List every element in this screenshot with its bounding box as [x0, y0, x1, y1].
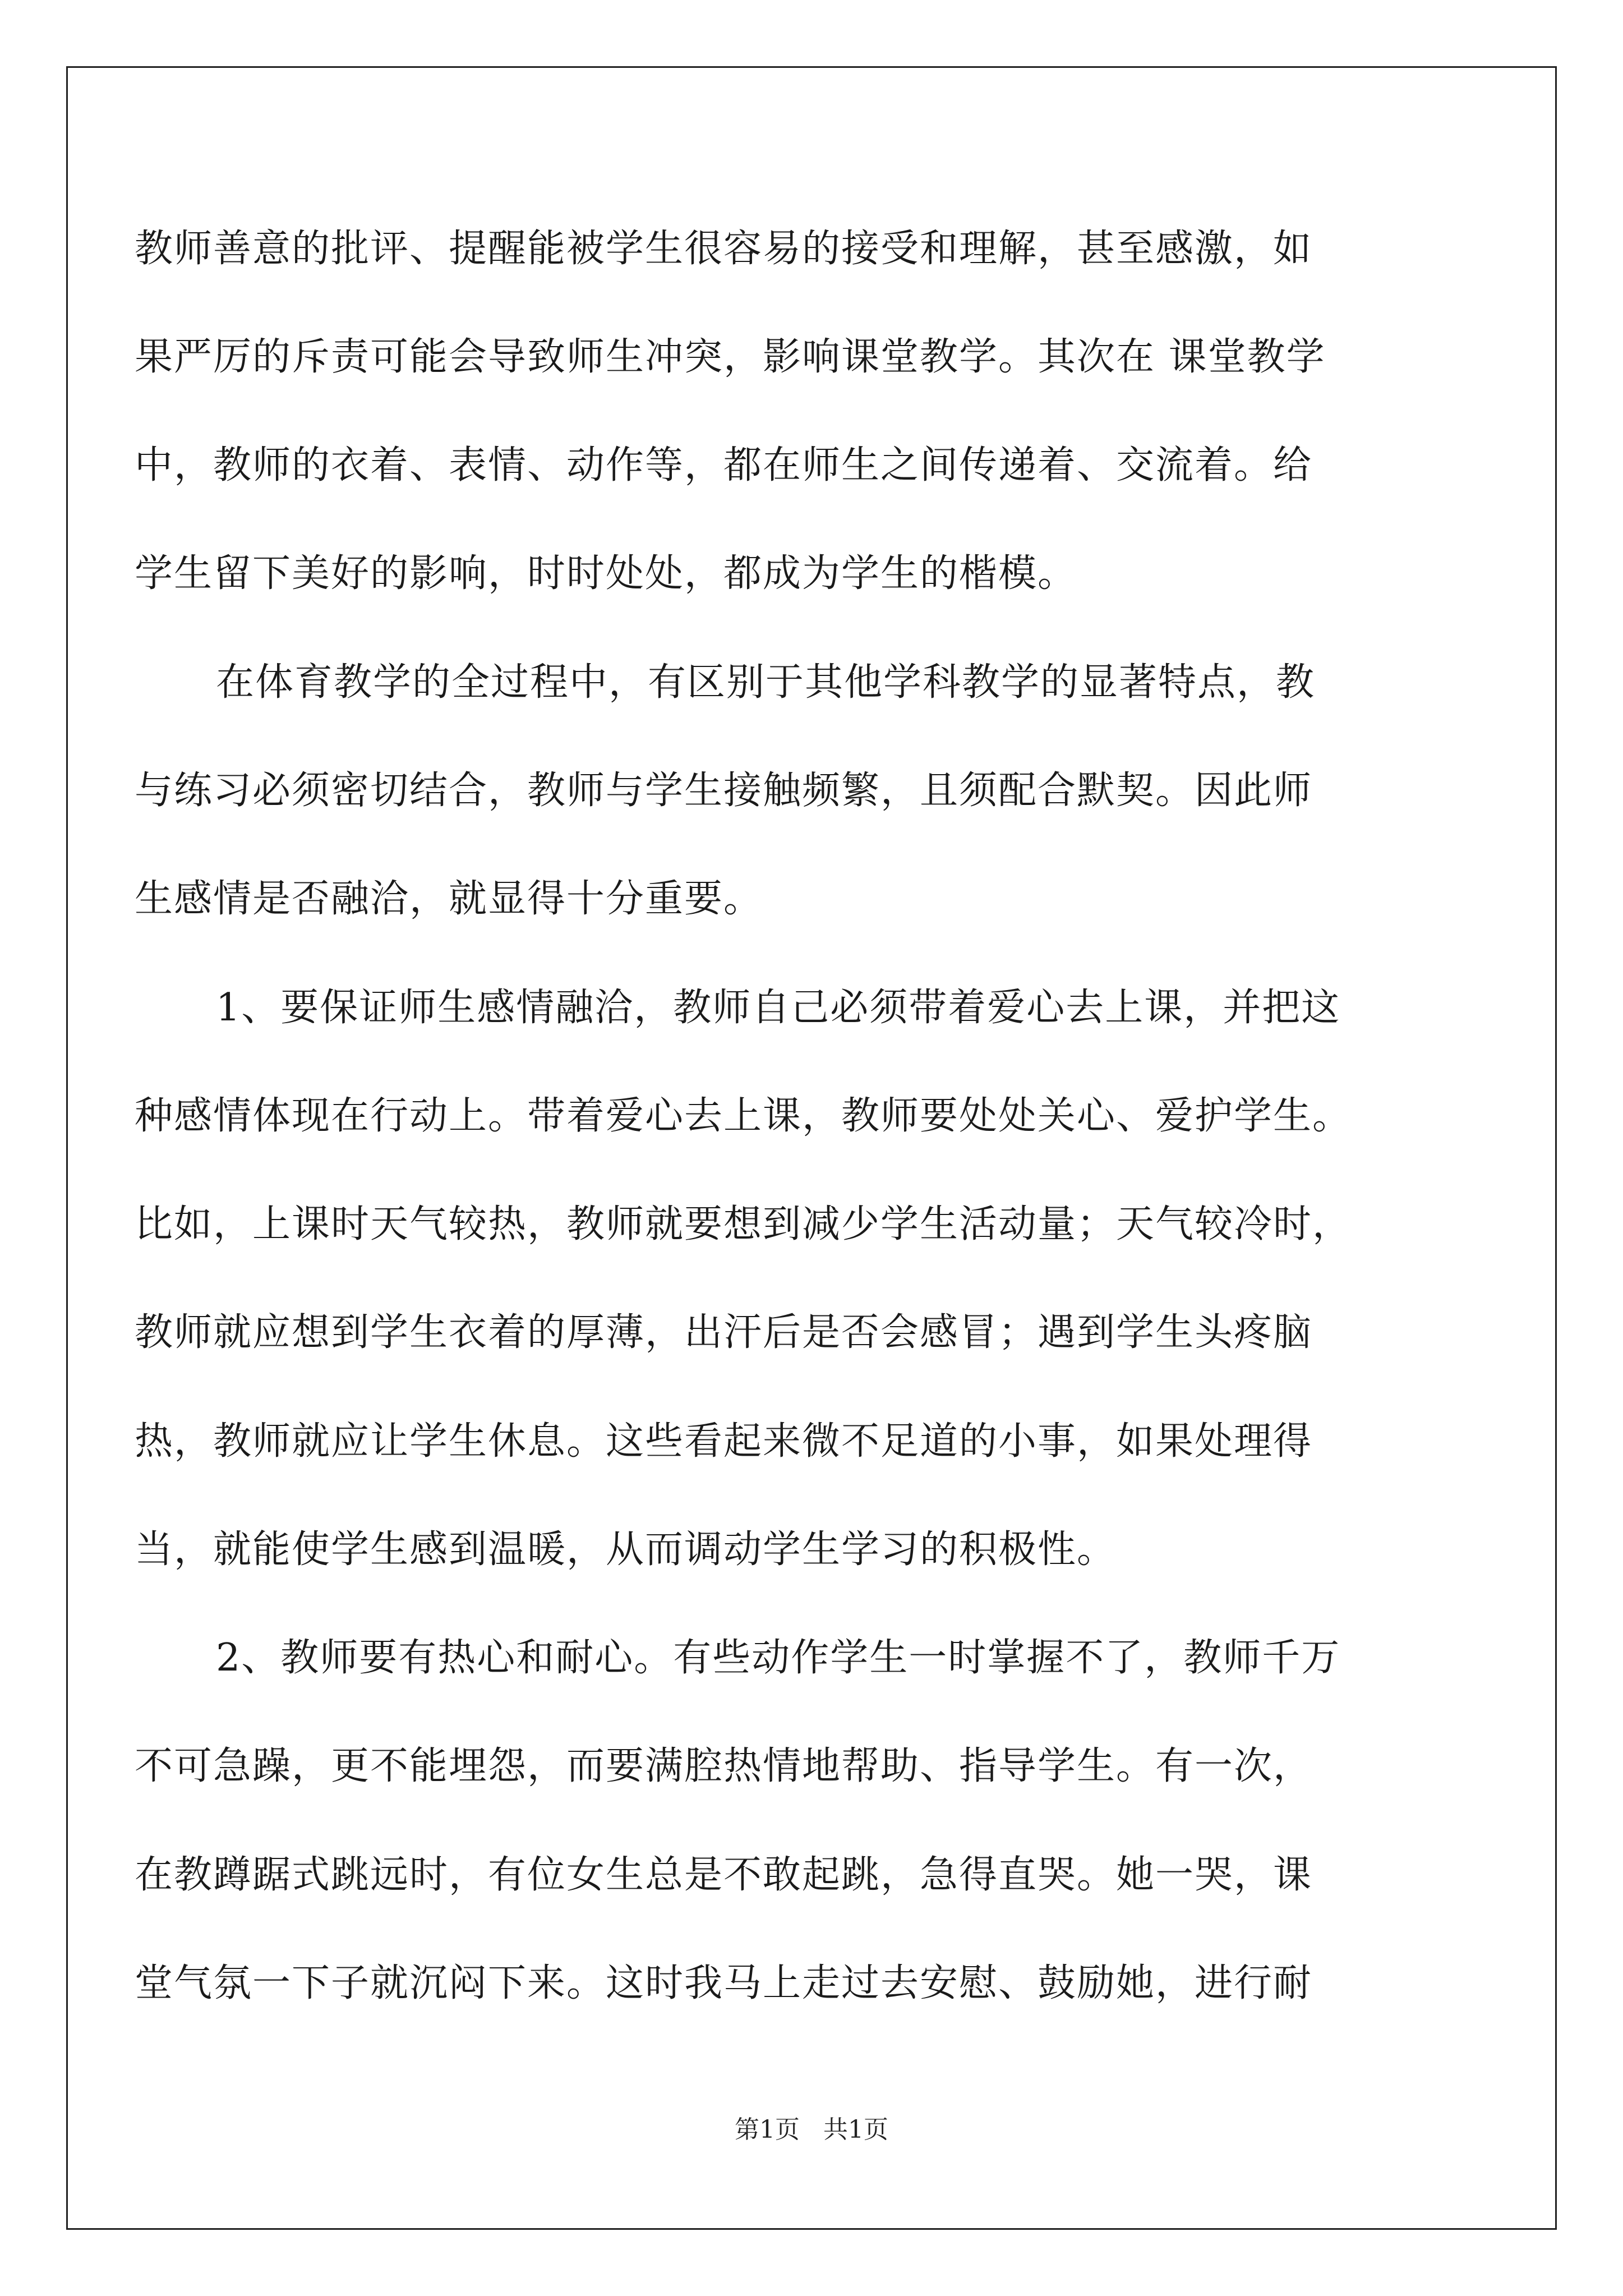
text-line: 果严厉的斥责可能会导致师生冲突，影响课堂教学。其次在 课堂教学 [135, 335, 1326, 379]
text-line: 中，教师的衣着、表情、动作等，都在师生之间传递着、交流着。给 [135, 443, 1313, 487]
text-line: 热，教师就应让学生休息。这些看起来微不足道的小事，如果处理得 [135, 1419, 1313, 1464]
text-line: 当，就能使学生感到温暖，从而调动学生学习的积极性。 [135, 1527, 1117, 1572]
text-line: 在教蹲踞式跳远时，有位女生总是不敢起跳，急得直哭。她一哭，课 [135, 1853, 1313, 1897]
page-border [66, 66, 1557, 2230]
text-line: 教师就应想到学生衣着的厚薄，出汗后是否会感冒；遇到学生头疼脑 [135, 1310, 1313, 1355]
text-line: 2、教师要有热心和耐心。有些动作学生一时掌握不了，教师千万 [216, 1636, 1341, 1680]
text-line: 教师善意的批评、提醒能被学生很容易的接受和理解，甚至感激，如 [135, 227, 1313, 271]
page-number-footer: 第1页 共1页 [735, 2115, 888, 2144]
text-line: 与练习必须密切结合，教师与学生接触频繁，且须配合默契。因此师 [135, 769, 1313, 813]
text-line: 种感情体现在行动上。带着爱心去上课，教师要处处关心、爱护学生。 [135, 1094, 1352, 1138]
text-line: 不可急躁，更不能埋怨，而要满腔热情地帮助、指导学生。有一次， [135, 1744, 1313, 1788]
text-line: 1、要保证师生感情融洽，教师自己必须带着爱心去上课，并把这 [216, 986, 1341, 1030]
text-line: 堂气氛一下子就沉闷下来。这时我马上走过去安慰、鼓励她，进行耐 [135, 1961, 1313, 2005]
text-line: 学生留下美好的影响，时时处处，都成为学生的楷模。 [135, 551, 1077, 596]
text-line: 在体育教学的全过程中，有区别于其他学科教学的显著特点，教 [216, 660, 1316, 705]
text-line: 比如，上课时天气较热，教师就要想到减少学生活动量；天气较冷时， [135, 1202, 1352, 1246]
text-line: 生感情是否融洽，就显得十分重要。 [135, 877, 763, 921]
